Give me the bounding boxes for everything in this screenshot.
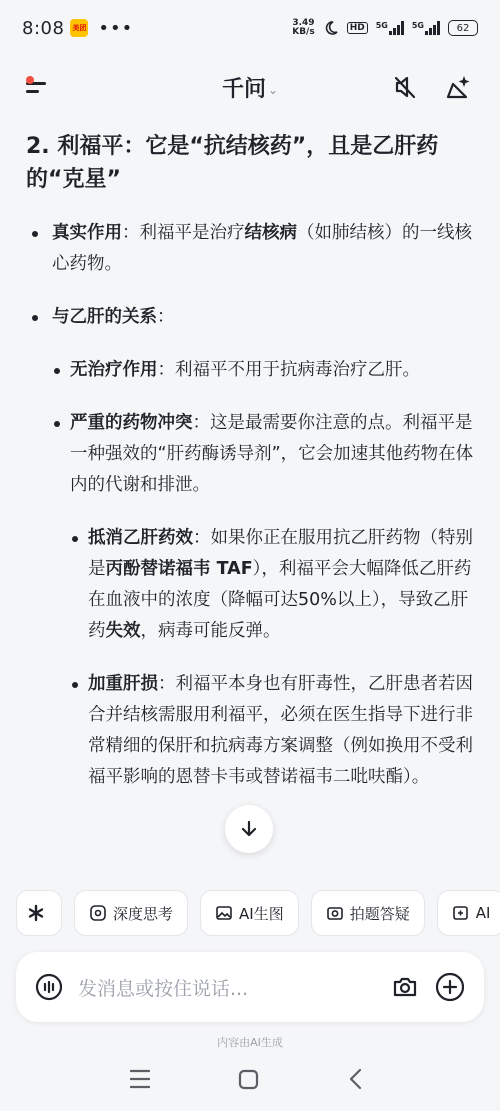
camera-icon[interactable] [390, 972, 420, 1002]
chip-deep-think[interactable]: 深度思考 [74, 890, 188, 936]
more-notifications-icon: ••• [98, 17, 134, 39]
clock: 8:08 [22, 17, 65, 39]
arrow-down-icon [239, 819, 259, 839]
ai-doc-icon [452, 904, 470, 922]
message-input-bar[interactable] [16, 952, 484, 1022]
speaker-mute-icon[interactable] [390, 72, 420, 102]
list-item: 无治疗作用：利福平不用于抗病毒治疗乙肝。 [26, 355, 478, 386]
back-icon[interactable] [351, 1070, 360, 1088]
camera-icon [326, 904, 344, 922]
bullet [54, 368, 60, 374]
list-item: 严重的药物冲突：这是最需要你注意的点。利福平是一种强效的“肝药酶诱导剂”，它会加速其他药物在体内的代谢和排泄。 [26, 408, 478, 501]
list-item: 抵消乙肝药效：如果你正在服用抗乙肝药物（特别是丙酚替诺福韦 TAF），利福平会大幅降低乙肝药在血液中的浓度（降幅可达50%以上），导致乙肝药失效，病毒可能反弹。 [26, 523, 478, 647]
ai-disclaimer: 内容由AI生成 [217, 1036, 283, 1049]
list-item: 真实作用：利福平是治疗结核病（如肺结核）的一线核心药物。 [26, 218, 478, 280]
image-icon [215, 904, 233, 922]
bullet [72, 682, 78, 688]
bullet [32, 315, 38, 321]
atom-icon [89, 904, 107, 922]
chevron-down-icon: ⌄ [267, 82, 279, 97]
quick-action-chips [16, 890, 500, 936]
network-speed: 3.49 KB/s [292, 18, 315, 37]
recents-icon[interactable] [131, 1071, 149, 1087]
moon-icon [323, 20, 339, 36]
list-item: 与乙肝的关系： [26, 302, 478, 333]
signal-icon-2: 5G [412, 21, 440, 35]
bullet [72, 536, 78, 542]
new-chat-sparkle-icon[interactable] [444, 72, 474, 102]
top-nav [0, 62, 500, 112]
bullet [32, 231, 38, 237]
voice-icon[interactable] [34, 972, 64, 1002]
battery-icon: 62 [448, 20, 478, 36]
chip-ai-more[interactable]: AI [437, 890, 500, 936]
app-title[interactable]: 千问 ⌄ [221, 76, 279, 102]
chip-tools[interactable] [16, 890, 62, 936]
signal-icon: 5G [376, 21, 404, 35]
home-icon[interactable] [240, 1071, 257, 1088]
chip-photo-answer[interactable]: 拍题答疑 [311, 890, 425, 936]
scroll-to-bottom-button[interactable] [225, 805, 273, 853]
system-nav-bar [0, 1060, 500, 1100]
hd-badge: HD [347, 22, 368, 34]
bullet [54, 421, 60, 427]
list-item: 加重肝损：利福平本身也有肝毒性，乙肝患者若因合并结核需服用利福平，必须在医生指导下进行非常精细的保肝和抗病毒方案调整（例如换用不受利福平影响的恩替卡韦或替诺福韦二吡呋酯）。 [26, 669, 478, 793]
plus-icon[interactable] [434, 971, 466, 1003]
section-heading: 2. 利福平：它是“抗结核药”，且是乙肝药的“克星” [26, 134, 439, 192]
meituan-app-icon: 美团 [70, 19, 88, 37]
chip-ai-image[interactable]: AI生图 [200, 890, 299, 936]
answer-content [26, 130, 478, 815]
asterisk-icon [27, 904, 45, 922]
status-bar [0, 0, 500, 56]
message-input[interactable]: 发消息或按住说话... [78, 977, 249, 1000]
